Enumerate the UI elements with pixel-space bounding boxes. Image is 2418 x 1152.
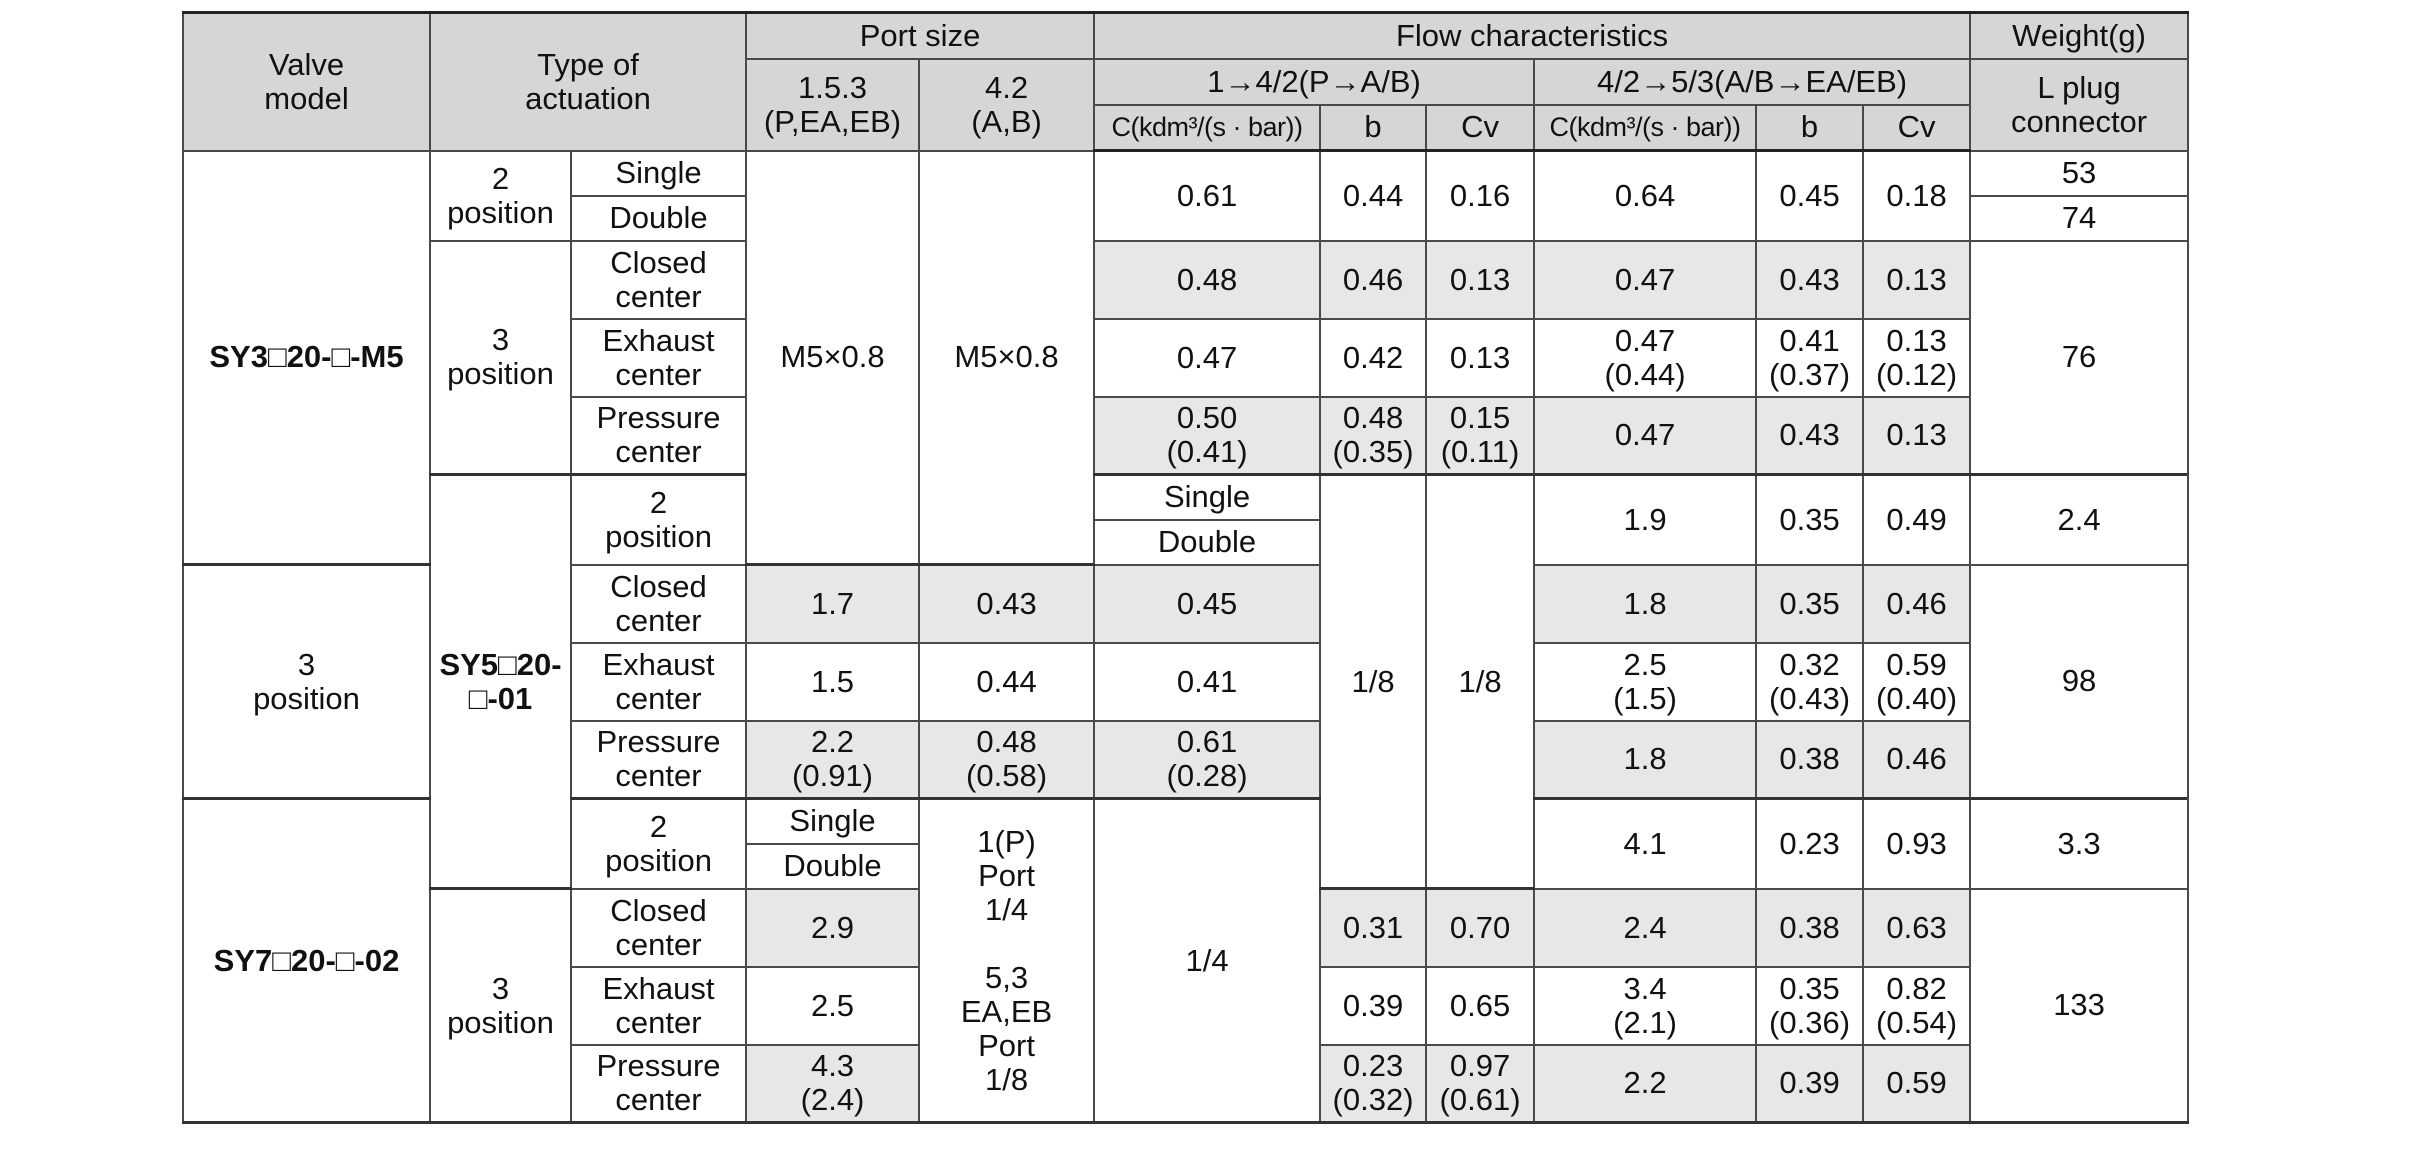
weight-value: 98: [1970, 565, 2188, 799]
flow-value: 0.32 (0.43): [1756, 643, 1863, 721]
position-label: 2 position: [430, 151, 571, 241]
b-header-1: b: [1320, 105, 1426, 151]
position-label: 2 position: [571, 799, 746, 889]
actuation-type: Closed center: [571, 889, 746, 967]
flow-value: 0.47: [1534, 397, 1756, 475]
flow-value: 0.48 (0.35): [1320, 397, 1426, 475]
position-label: 3 position: [183, 565, 430, 799]
flow-value: 1.8: [1534, 721, 1756, 799]
flow-value: 0.31: [1320, 889, 1426, 967]
position-label: 3 position: [430, 889, 571, 1123]
flow-value: 0.41: [1094, 643, 1320, 721]
actuation-type: Pressure center: [571, 721, 746, 799]
flow-value: 2.4: [1534, 889, 1756, 967]
port-42-cell: 1/8: [1426, 475, 1534, 889]
flow-value: 0.97 (0.61): [1426, 1045, 1534, 1123]
weight-value: 74: [1970, 196, 2188, 241]
valve-model-header: Valve model: [183, 13, 430, 151]
flow-characteristics-header: Flow characteristics: [1094, 13, 1970, 59]
actuation-type: Closed center: [571, 241, 746, 319]
flow-value: 0.46: [1863, 721, 1970, 799]
flow-value: 0.61: [1094, 151, 1320, 241]
position-label: 2 position: [571, 475, 746, 565]
flow-value: 0.13: [1863, 241, 1970, 319]
actuation-type: Double: [571, 196, 746, 241]
flow-value: 0.18: [1863, 151, 1970, 241]
flow-value: 0.43: [1756, 241, 1863, 319]
flow-value: 0.61 (0.28): [1094, 721, 1320, 799]
b-header-2: b: [1756, 105, 1863, 151]
flow-value: 0.46: [1863, 565, 1970, 643]
cv-header-2: Cv: [1863, 105, 1970, 151]
weight-value: 76: [1970, 241, 2188, 475]
flow-value: 0.48: [1094, 241, 1320, 319]
port-153-cell: 1/8: [1320, 475, 1426, 889]
actuation-type: Single: [571, 151, 746, 196]
table-row: [183, 241, 2188, 319]
flow-value: 2.4: [1970, 475, 2188, 565]
flow-value: 0.13: [1426, 319, 1534, 397]
flow-value: 0.23 (0.32): [1320, 1045, 1426, 1123]
flow-value: 0.63: [1863, 889, 1970, 967]
actuation-type: Exhaust center: [571, 319, 746, 397]
flow-value: 1.7: [746, 565, 919, 643]
port-42-cell: 1/4: [1094, 799, 1320, 1123]
type-of-actuation-header: Type of actuation: [430, 13, 746, 151]
flow-value: 1.8: [1534, 565, 1756, 643]
position-label: 3 position: [430, 241, 571, 475]
flow-value: 0.64: [1534, 151, 1756, 241]
actuation-type: Pressure center: [571, 1045, 746, 1123]
flow-value: 0.45: [1094, 565, 1320, 643]
actuation-type: Double: [746, 844, 919, 889]
weight-value: 133: [1970, 889, 2188, 1123]
flow-value: 2.2 (0.91): [746, 721, 919, 799]
flow-value: 0.43: [1756, 397, 1863, 475]
port-42-header: 4.2 (A,B): [919, 59, 1094, 151]
flow-value: 0.35 (0.36): [1756, 967, 1863, 1045]
table-row: [183, 151, 2188, 196]
valve-spec-table: [182, 11, 2189, 1124]
flow-value: 0.59 (0.40): [1863, 643, 1970, 721]
port-size-header: Port size: [746, 13, 1094, 59]
flow-value: 0.47: [1534, 241, 1756, 319]
flow-value: 0.35: [1756, 565, 1863, 643]
valve-model-cell: SY3□20-□-M5: [183, 151, 430, 565]
flow-value: 0.44: [1320, 151, 1426, 241]
flow-value: 1.5: [746, 643, 919, 721]
flow-value: 2.2: [1534, 1045, 1756, 1123]
flow-value: 4.3 (2.4): [746, 1045, 919, 1123]
flow-value: 0.13: [1426, 241, 1534, 319]
flow-value: 0.39: [1320, 967, 1426, 1045]
flow-value: 0.65: [1426, 967, 1534, 1045]
flow-direction-2-header: 4/2→5/3(A/B→EA/EB): [1534, 59, 1970, 105]
actuation-type: Pressure center: [571, 397, 746, 475]
actuation-type: Exhaust center: [571, 967, 746, 1045]
flow-value: 0.35: [1756, 475, 1863, 565]
weight-value: 53: [1970, 151, 2188, 196]
flow-value: 2.5 (1.5): [1534, 643, 1756, 721]
flow-value: 0.39: [1756, 1045, 1863, 1123]
flow-value: 0.82 (0.54): [1863, 967, 1970, 1045]
flow-value: 0.47: [1094, 319, 1320, 397]
port-153-header: 1.5.3 (P,EA,EB): [746, 59, 919, 151]
c-unit-header-1: C(kdm³/(s · bar)): [1094, 105, 1320, 151]
table-header: [183, 13, 2188, 151]
valve-model-cell: SY7□20-□-02: [183, 799, 430, 1123]
flow-value: 0.45: [1756, 151, 1863, 241]
port-153-cell: 1(P) Port 1/4 5,3 EA,EB Port 1/8: [919, 799, 1094, 1123]
flow-value: 0.38: [1756, 889, 1863, 967]
flow-value: 0.70: [1426, 889, 1534, 967]
flow-value: 0.42: [1320, 319, 1426, 397]
actuation-type: Closed center: [571, 565, 746, 643]
flow-value: 0.38: [1756, 721, 1863, 799]
weight-sub-header: L plug connector: [1970, 59, 2188, 151]
flow-value: 0.50 (0.41): [1094, 397, 1320, 475]
flow-value: 0.23: [1756, 799, 1863, 889]
flow-value: 0.49: [1863, 475, 1970, 565]
flow-value: 0.48 (0.58): [919, 721, 1094, 799]
table-row: [183, 475, 2188, 520]
flow-value: 0.41 (0.37): [1756, 319, 1863, 397]
valve-model-cell: SY5□20-□-01: [430, 475, 571, 889]
flow-value: 1.9: [1534, 475, 1756, 565]
actuation-type: Double: [1094, 520, 1320, 565]
flow-value: 0.47 (0.44): [1534, 319, 1756, 397]
c-unit-header-2: C(kdm³/(s · bar)): [1534, 105, 1756, 151]
flow-direction-1-header: 1→4/2(P→A/B): [1094, 59, 1534, 105]
actuation-type: Exhaust center: [571, 643, 746, 721]
flow-value: 3.4 (2.1): [1534, 967, 1756, 1045]
port-153-cell: M5×0.8: [746, 151, 919, 565]
port-42-cell: M5×0.8: [919, 151, 1094, 565]
flow-value: 0.16: [1426, 151, 1534, 241]
flow-value: 0.44: [919, 643, 1094, 721]
flow-value: 0.46: [1320, 241, 1426, 319]
actuation-type: Single: [746, 799, 919, 844]
weight-header: Weight(g): [1970, 13, 2188, 59]
flow-value: 0.15 (0.11): [1426, 397, 1534, 475]
flow-value: 4.1: [1534, 799, 1756, 889]
flow-value: 0.59: [1863, 1045, 1970, 1123]
flow-value: 0.43: [919, 565, 1094, 643]
flow-value: 2.9: [746, 889, 919, 967]
actuation-type: Single: [1094, 475, 1320, 520]
flow-value: 3.3: [1970, 799, 2188, 889]
flow-value: 0.13: [1863, 397, 1970, 475]
flow-value: 0.93: [1863, 799, 1970, 889]
cv-header-1: Cv: [1426, 105, 1534, 151]
flow-value: 0.13 (0.12): [1863, 319, 1970, 397]
flow-value: 2.5: [746, 967, 919, 1045]
table-body: [183, 151, 2188, 1123]
